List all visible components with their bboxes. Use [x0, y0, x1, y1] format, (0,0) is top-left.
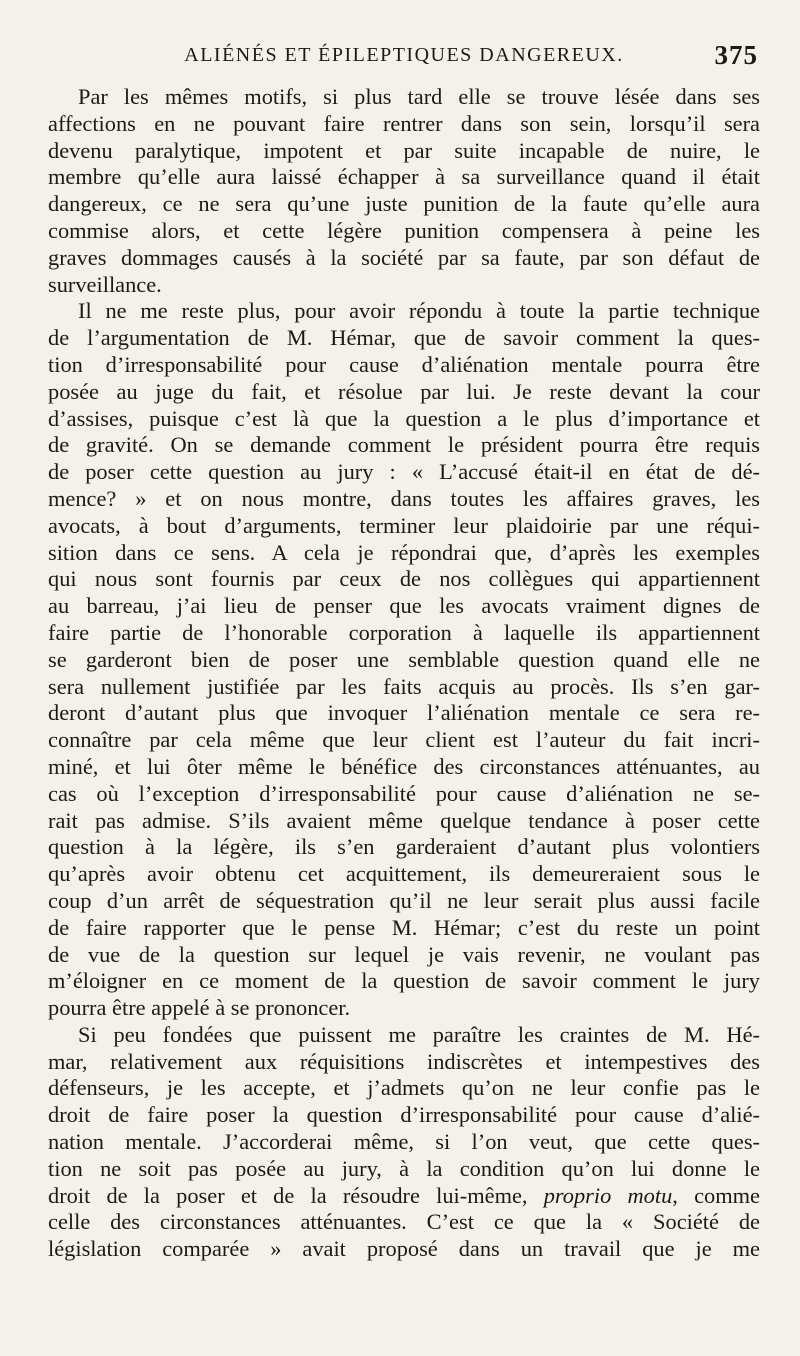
text-line: pourra être appelé à se prononcer.: [48, 995, 351, 1021]
text-line: commise alors, et cette légère punition compensera à peine les: [48, 217, 760, 243]
text-line: rait pas admise. S’ils avaient même quelque tendance à poser cette: [48, 807, 760, 833]
text-line: miné, et lui ôter même le bénéfice des circonstances atténuantes, au: [48, 753, 760, 779]
text-line: question à la légère, ils s’en garderaient d’autant plus volontiers: [48, 834, 760, 860]
text-line: faire partie de l’honorable corporation à laquelle ils appartiennent: [48, 619, 760, 645]
text-line: au barreau, j’ai lieu de penser que les avocats vraiment dignes de: [48, 593, 760, 619]
text-line: défenseurs, je les accepte, et j’admets qu’on ne leur confie pas le: [48, 1075, 760, 1101]
text-line: devenu paralytique, impotent et par suite incapable de nuire, le: [48, 137, 760, 163]
text-line: législation comparée » avait proposé dans un travail que je me: [48, 1236, 760, 1262]
text-line: surveillance.: [48, 271, 162, 297]
text-line: membre qu’elle aura laissé échapper à sa surveillance quand il était: [48, 164, 760, 190]
text-line: coup d’un arrêt de séquestration qu’il ne leur serait plus aussi facile: [48, 887, 760, 913]
text-line: tion ne soit pas posée au jury, à la condition qu’on lui donne le: [48, 1155, 760, 1181]
text-line: droit de faire poser la question d’irresponsabilité pour cause d’alié-: [48, 1102, 760, 1128]
text-line: avocats, à bout d’arguments, terminer leur plaidoirie par une réqui-: [48, 512, 760, 538]
text-line: posée au juge du fait, et résolue par lui. Je reste devant la cour: [48, 378, 760, 404]
text-line: sition dans ce sens. A cela je répondrai que, d’après les exemples: [48, 539, 760, 565]
text-line: de poser cette question au jury : « L’accusé était-il en état de dé-: [48, 459, 760, 485]
body-text: [48, 84, 760, 1263]
text-line: deront d’autant plus que invoquer l’aliénation mentale ce sera re-: [48, 700, 760, 726]
text-line: Il ne me reste plus, pour avoir répondu à toute la partie technique: [78, 298, 760, 324]
text-line: mence? » et on nous montre, dans toutes les affaires graves, les: [48, 485, 760, 511]
text-line: affections en ne pouvant faire rentrer dans son sein, lorsqu’il sera: [48, 110, 760, 136]
text-line: sera nullement justifiée par les faits acquis au procès. Ils s’en gar-: [48, 673, 760, 699]
text-line: m’éloigner en ce moment de la question de savoir comment le jury: [48, 968, 760, 994]
text-line: Si peu fondées que puissent me paraître les craintes de M. Hé-: [78, 1021, 760, 1047]
text-line: graves dommages causés à la société par sa faute, par son défaut de: [48, 244, 760, 270]
text-line: de gravité. On se demande comment le président pourra être requis: [48, 432, 760, 458]
text-line: cas où l’exception d’irresponsabilité pour cause d’aliénation ne se-: [48, 780, 760, 806]
running-title: ALIÉNÉS ET ÉPILEPTIQUES DANGEREUX.: [184, 44, 624, 66]
italic-phrase: proprio motu: [543, 1182, 673, 1208]
text-line: nation mentale. J’accorderai même, si l’on veut, que cette ques-: [48, 1129, 760, 1155]
text-line: celle des circonstances atténuantes. C’est ce que la « Société de: [48, 1209, 760, 1235]
text-line: Par les mêmes motifs, si plus tard elle se trouve lésée dans ses: [78, 84, 760, 109]
text-line: tion d’irresponsabilité pour cause d’aliénation mentale pourra être: [48, 351, 760, 377]
page-number: 375: [714, 40, 758, 70]
text-line: dangereux, ce ne sera qu’une juste punition de la faute qu’elle aura: [48, 191, 760, 217]
text-line: de faire rapporter que le pense M. Hémar; c’est du reste un point: [48, 914, 760, 940]
text-line: mar, relativement aux réquisitions indiscrètes et intempestives des: [48, 1048, 760, 1074]
text-line: droit de la poser et de la résoudre lui-même, proprio motu, comme: [48, 1182, 760, 1208]
text-line: se garderont bien de poser une semblable question quand elle ne: [48, 646, 760, 672]
text-line: d’assises, puisque c’est là que la question a le plus d’importance et: [48, 405, 760, 431]
running-head: [48, 40, 760, 76]
text-line: de vue de la question sur lequel je vais revenir, ne voulant pas: [48, 941, 760, 967]
text-line: qui nous sont fournis par ceux de nos collègues qui appartiennent: [48, 566, 760, 592]
text-line: de l’argumentation de M. Hémar, que de savoir comment la ques-: [48, 325, 760, 351]
text-line: connaître par cela même que leur client est l’auteur du fait incri-: [48, 727, 760, 753]
text-line: qu’après avoir obtenu cet acquittement, ils demeureraient sous le: [48, 861, 760, 887]
